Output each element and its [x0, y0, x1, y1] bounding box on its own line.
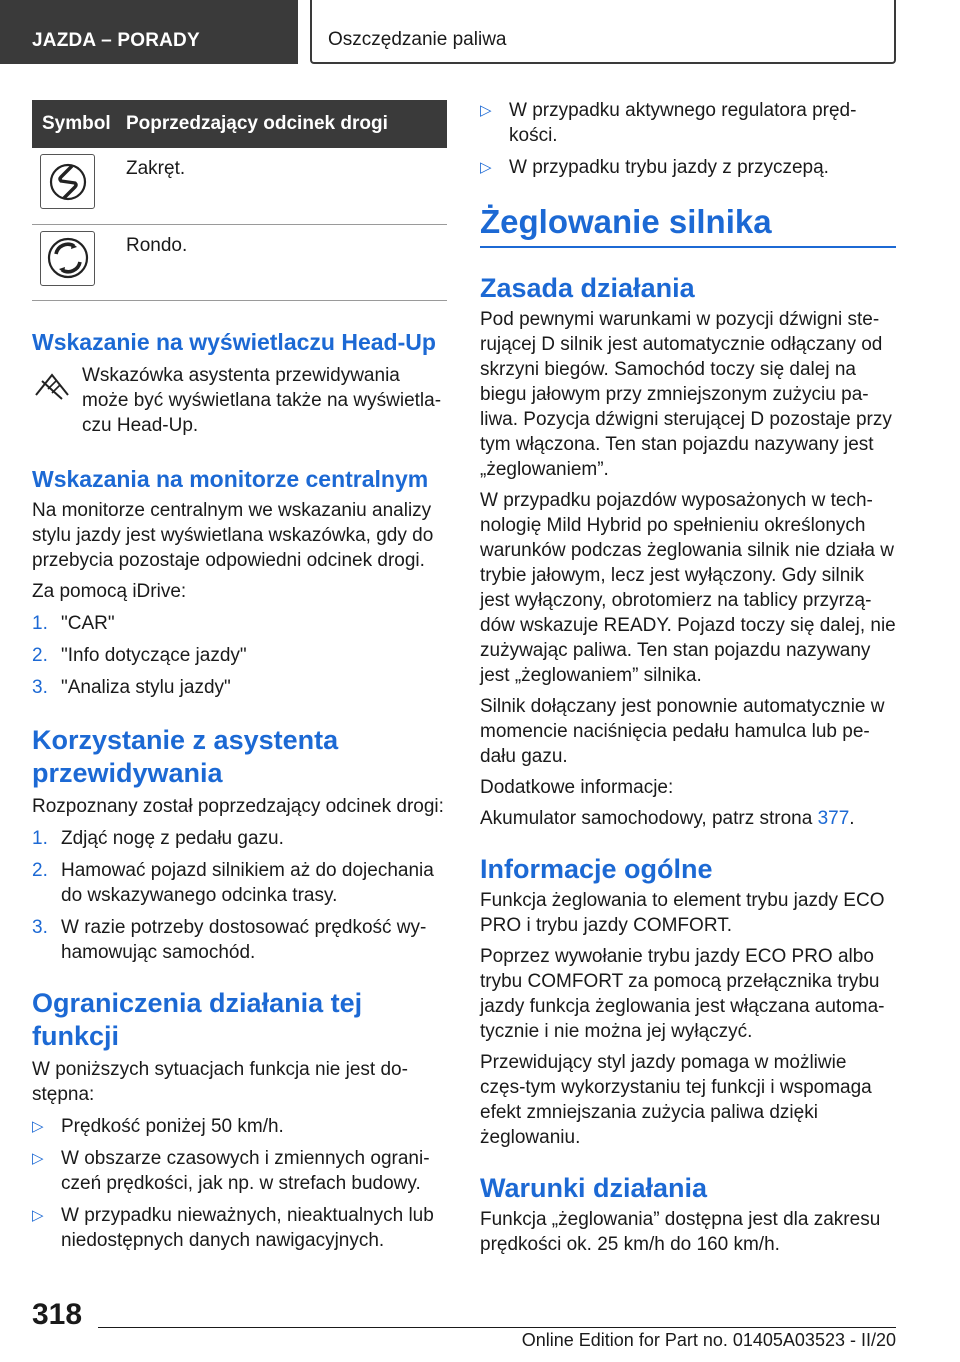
hud-note — [32, 363, 447, 438]
table-row — [32, 224, 447, 300]
list-item: 1. Zdjąć nogę z pedału gazu. — [32, 827, 284, 849]
list-item: ▷ W obszarze czasowych i zmiennych ograni‐czeń prędkości, jak np. w strefach budowy. — [32, 1147, 430, 1194]
bullet-triangle-icon: ▷ — [32, 1206, 44, 1224]
list-item: 2. "Info dotyczące jazdy" — [32, 644, 247, 666]
usage-steps — [32, 826, 447, 965]
list-item: ▷ W przypadku aktywnego regulatora pręd‐kości. — [480, 100, 857, 146]
coasting-title: Żeglowanie silnika — [480, 202, 896, 248]
list-item: ▷ W przypadku trybu jazdy z przyczepą. — [480, 157, 829, 178]
bullet-triangle-icon: ▷ — [480, 102, 492, 119]
principle-p3: Silnik dołączany jest ponownie automatycznie w momencie naciśnięcia pedału hamulca lub pe‐dału gazu. — [480, 696, 885, 767]
bullet-triangle-icon: ▷ — [32, 1149, 44, 1167]
list-item: 1. "CAR" — [32, 612, 115, 634]
limits-list — [32, 1114, 447, 1253]
hud-title: Wskazanie na wyświetlaczu Head-Up — [32, 328, 436, 355]
general-p1: Funkcja żeglowania to element trybu jazdy ECO PRO i trybu jazdy COMFORT. — [480, 890, 885, 936]
principle-p2: W przypadku pojazdów wyposażonych w tech‐nologię Mild Hybrid po spełnieniu określonych warunków podczas żeglowania silnik nie działa w trybie jałowym, lecz jest wyłączony. Gdy silnik jest wyłączony, obrotomierz na tablicy przyrzą‐dów wskazuje READY. Pojazd toczy się dalej, nie zużywając paliwa. Ten stan pojazdu nazywany jest „żeglowaniem” silnika. — [480, 490, 896, 686]
footer-edition: Online Edition for Part no. 01405A03523 - II/20 — [521, 1330, 896, 1350]
list-item: 3. W razie potrzeby dostosować prędkość wy‐hamowując samochód. — [32, 916, 427, 963]
page-link[interactable]: 377 — [817, 808, 850, 829]
curve-road-icon — [40, 154, 95, 209]
conditions-title: Warunki działania — [480, 1173, 708, 1203]
symbol-table — [32, 100, 447, 301]
table-cell-roundabout: Rondo. — [126, 224, 447, 300]
header-chapter-tab: Oszczędzanie paliwa — [310, 0, 896, 64]
principle-p1: Pod pewnymi warunkami w pozycji dźwigni ste‐rującej D silnik jest automatycznie odłączany od skrzyni biegów. Samochód toczy się dalej na biegu jałowym przy zmniejszonym zużyciu pa‐liwa. Pozycja dźwigni sterującej D pozostaje przy tym włączona. Ten stan pojazdu nazywany jest „żeglowaniem”. — [480, 309, 892, 480]
general-p3: Przewidujący styl jazdy pomaga w możliwie częs‐tym wykorzystaniu tej funkcji i wspomaga efekt zmniejszania zużycia paliwa dzięki żeglowaniu. — [480, 1052, 872, 1148]
table-header-row — [32, 100, 447, 148]
footer-divider — [98, 1327, 896, 1328]
usage-title: Korzystanie z asystenta przewidywania — [32, 724, 339, 788]
list-item: 2. Hamować pojazd silnikiem aż do dojechania do wskazywanego odcinka trasy. — [32, 859, 434, 906]
table-cell-curve: Zakręt. — [126, 148, 447, 224]
left-column — [32, 100, 447, 1253]
bullet-triangle-icon: ▷ — [32, 1117, 44, 1135]
bullet-triangle-icon: ▷ — [480, 159, 492, 176]
general-title: Informacje ogólne — [480, 854, 713, 884]
battery-reference: Akumulator samochodowy, patrz strona 377. — [480, 808, 855, 829]
list-item: ▷ Prędkość poniżej 50 km/h. — [32, 1115, 284, 1137]
more-info-label: Dodatkowe informacje: — [480, 777, 674, 798]
conditions-p1: Funkcja „żeglowania” dostępna jest dla zakresu prędkości ok. 25 km/h do 160 km/h. — [480, 1209, 881, 1255]
hud-text: Wskazówka asystenta przewidywania może być wyświetlana także na wyświetla‐czu Head-Up. — [82, 364, 442, 436]
right-column — [480, 100, 896, 1257]
page-number: 318 — [32, 1298, 83, 1331]
idrive-label: Za pomocą iDrive: — [32, 580, 187, 602]
general-p2: Poprzez wywołanie trybu jazdy ECO PRO albo trybu COMFORT za pomocą przełącznika trybu jazdy funkcja żeglowania jest włączana automa‐tycznie i nie można jej wyłączyć. — [480, 946, 885, 1042]
central-title: Wskazania na monitorze centralnym — [32, 465, 429, 492]
list-item: 3. "Analiza stylu jazdy" — [32, 676, 231, 698]
table-header-description: Poprzedzający odcinek drogi — [126, 100, 447, 148]
usage-text: Rozpoznany został poprzedzający odcinek drogi: — [32, 795, 444, 817]
roundabout-icon — [40, 231, 95, 286]
table-header-symbol: Symbol — [32, 100, 126, 148]
limits-text: W poniższych sytuacjach funkcja nie jest do‐stępna: — [32, 1058, 408, 1105]
central-text: Na monitorze centralnym we wskazaniu analizy stylu jazdy jest wyświetlana wskazówka, gdy do przebycia pozostaje odpowiedni odcinek drogi. — [32, 499, 434, 571]
limits-title: Ograniczenia działania tej funkcji — [32, 987, 363, 1051]
head-up-hint-icon — [32, 365, 72, 405]
list-item: ▷ W przypadku nieważnych, nieaktualnych lub niedostępnych danych nawigacyjnych. — [32, 1204, 434, 1251]
header-section-tab: JAZDA – PORADY — [0, 0, 298, 64]
central-steps — [32, 611, 447, 700]
principle-title: Zasada działania — [480, 273, 695, 303]
limits-list-continued — [480, 98, 896, 180]
table-row — [32, 148, 447, 224]
